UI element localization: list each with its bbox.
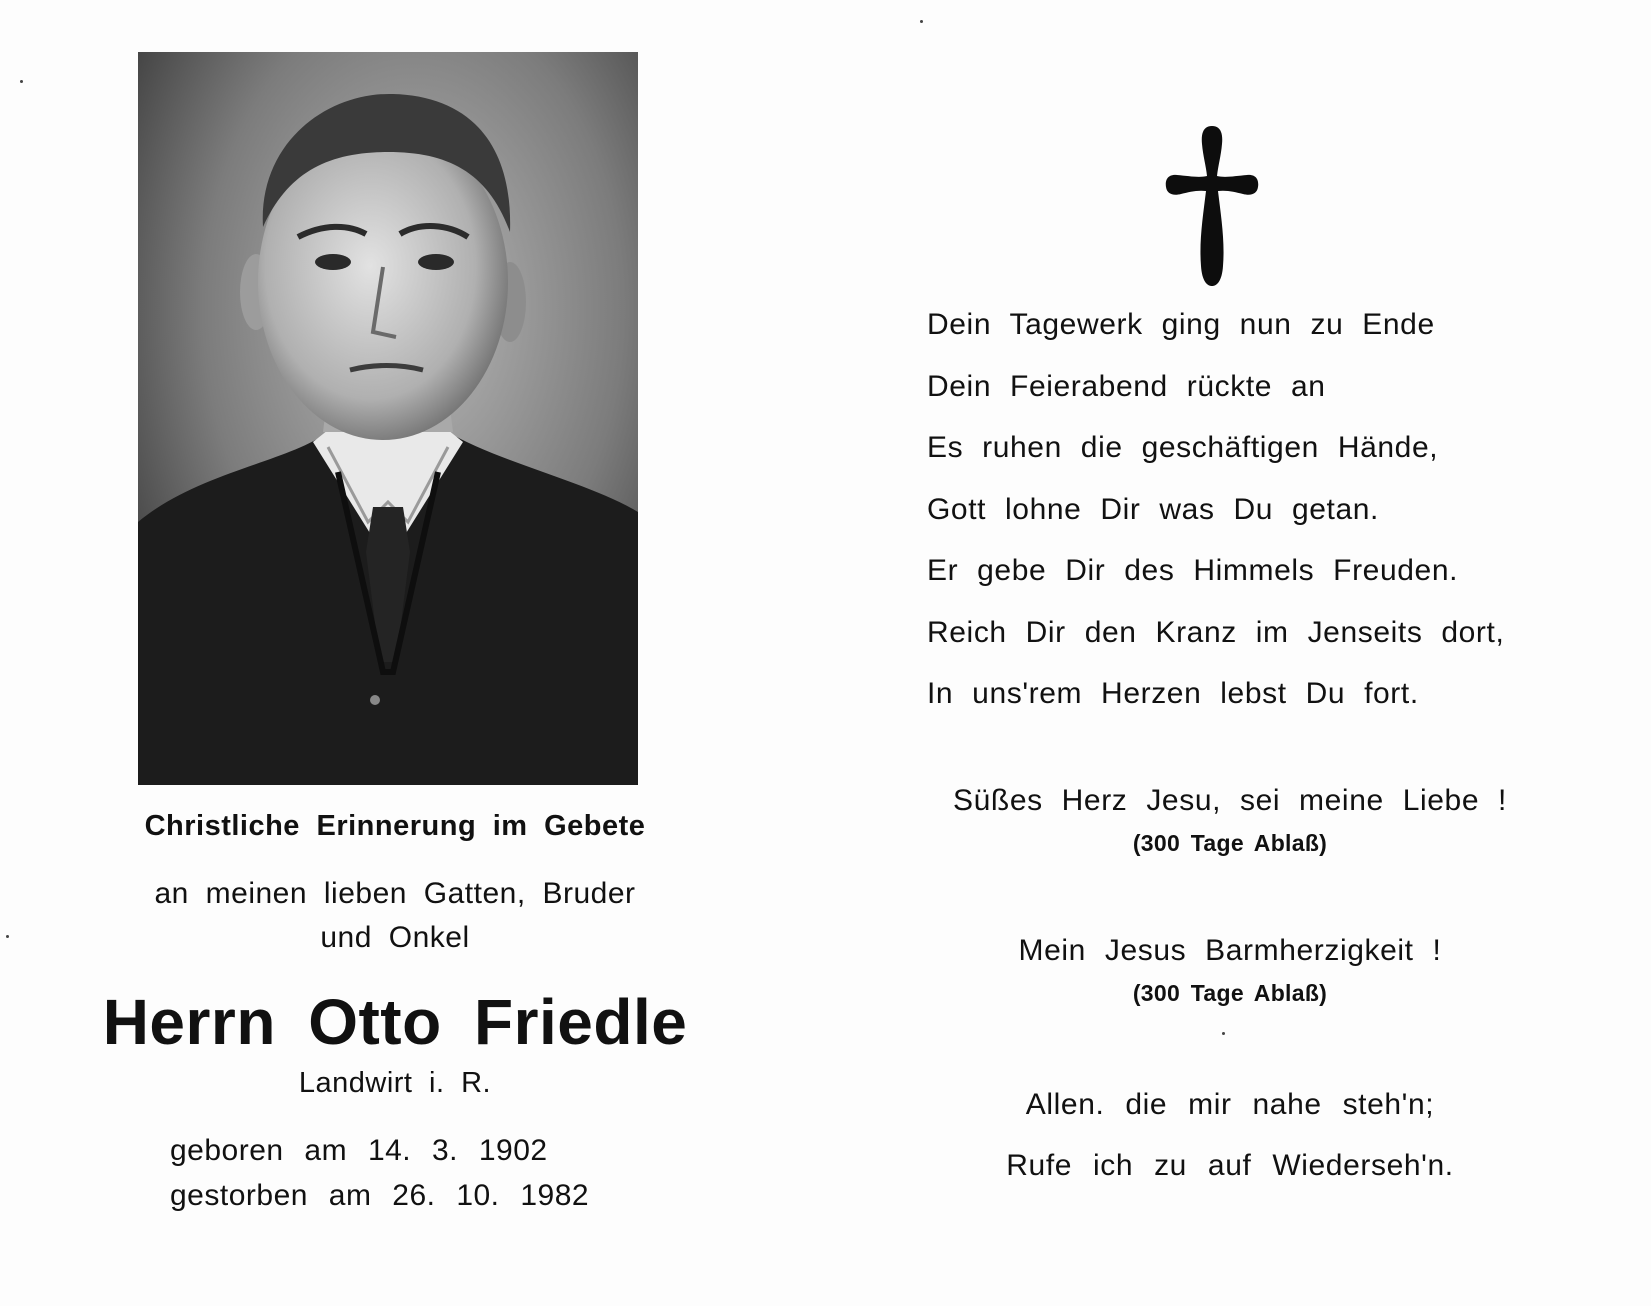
- occupation: Landwirt i. R.: [298, 1067, 492, 1099]
- poem-line: Dein Feierabend rückte an: [927, 369, 1326, 403]
- poem-line: Gott lohne Dir was Du getan.: [927, 492, 1379, 526]
- farewell-line: Rufe ich zu auf Wiederseh'n.: [1006, 1149, 1454, 1182]
- right-panel: [830, 0, 1630, 1306]
- life-dates: [170, 1128, 589, 1218]
- deceased-name: Herrn Otto Friedle: [102, 986, 688, 1058]
- poem-line: Dein Tagewerk ging nun zu Ende: [927, 308, 1435, 341]
- dedication-line-1: an meinen lieben Gatten, Bruder: [154, 877, 636, 910]
- poem-line: Es ruhen die geschäftigen Hände,: [927, 431, 1439, 464]
- dedication: [90, 872, 700, 960]
- indulgence-note-1: (300 Tage Ablaß): [1132, 830, 1328, 856]
- scan-speck: [1222, 1032, 1225, 1035]
- farewell-verse: [870, 1074, 1590, 1196]
- poem-line: In uns'rem Herzen lebst Du fort.: [927, 677, 1419, 710]
- cross-icon: [1165, 126, 1259, 286]
- portrait-photo: [138, 52, 638, 785]
- heading: Christliche Erinnerung im Gebete: [144, 810, 646, 842]
- farewell-line: Allen. die mir nahe steh'n;: [1025, 1088, 1435, 1121]
- left-panel: [0, 0, 780, 1306]
- scan-speck: [6, 935, 9, 938]
- poem: [927, 294, 1504, 725]
- prayer-mercy: Mein Jesus Barmherzigkeit !: [1018, 934, 1442, 967]
- scan-speck: [20, 80, 23, 83]
- poem-line: Reich Dir den Kranz im Jenseits dort,: [927, 615, 1505, 649]
- death-date: gestorben am 26. 10. 1982: [170, 1179, 590, 1212]
- prayer-sacred-heart: Süßes Herz Jesu, sei meine Liebe !: [953, 784, 1507, 817]
- poem-line: Er gebe Dir des Himmels Freuden.: [927, 554, 1459, 587]
- dedication-line-2: und Onkel: [320, 921, 470, 954]
- birth-date: geboren am 14. 3. 1902: [170, 1134, 548, 1167]
- indulgence-note-2: (300 Tage Ablaß): [1132, 980, 1328, 1006]
- scan-speck: [920, 20, 923, 23]
